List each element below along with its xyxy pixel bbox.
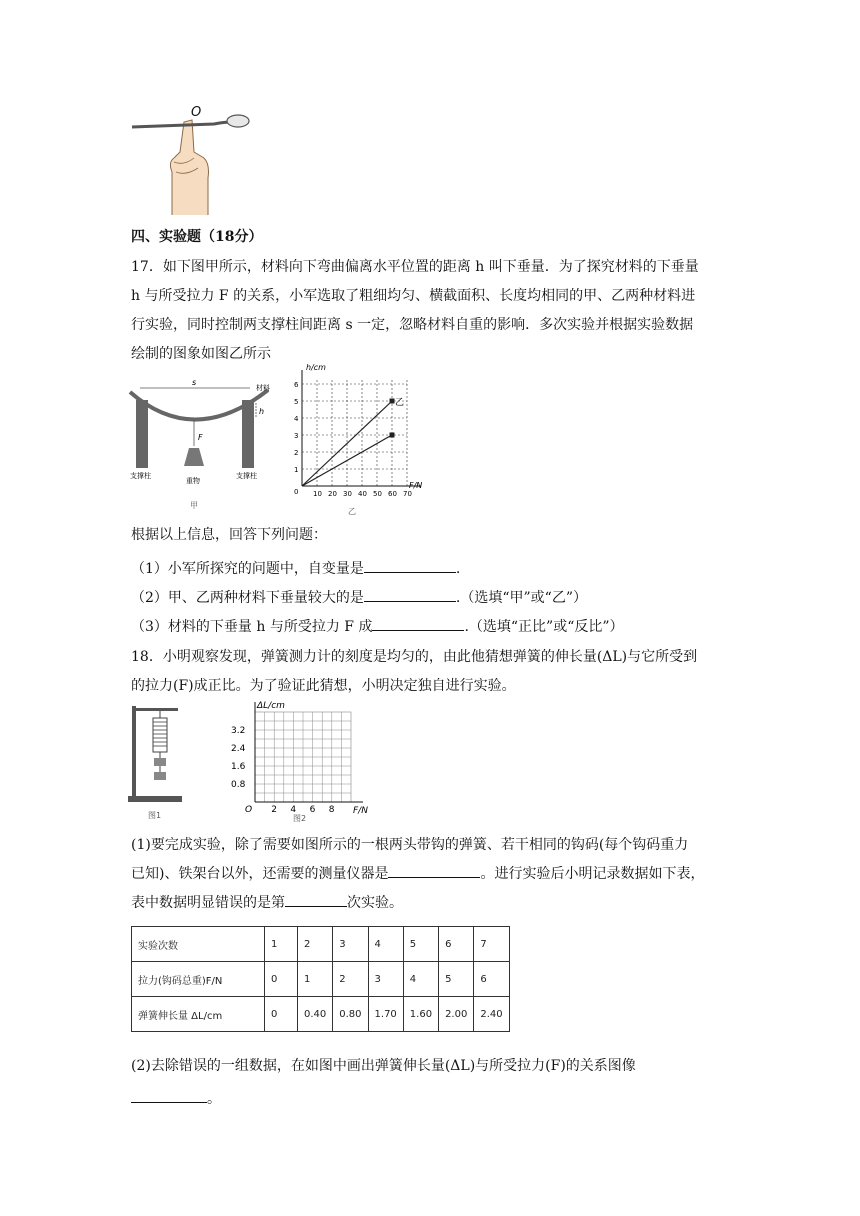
table-cell: 2	[298, 927, 333, 962]
x-axis-label: F/N	[353, 806, 368, 816]
table-cell: 5	[403, 927, 438, 962]
table-cell: 0	[265, 962, 298, 997]
weight-label: 重物	[186, 477, 200, 485]
q17-sub2-blank[interactable]	[364, 587, 456, 602]
x-tick-label: 2	[271, 805, 277, 815]
weight	[184, 448, 204, 466]
q18-p2-line-1: (2)去除错误的一组数据，在如图中画出弹簧伸长量(ΔL)与所受拉力(F)的关系图像	[131, 1058, 636, 1074]
table-row	[132, 997, 510, 1032]
x-tick-label: 40	[358, 490, 367, 498]
q18-line-1: 18．小明观察发现，弹簧测力计的刻度是均匀的，由此他猜想弹簧的伸长量(ΔL)与它所受到	[131, 649, 698, 665]
origin-label: O	[245, 805, 253, 815]
table-row	[132, 927, 510, 962]
table-cell: 2.40	[474, 997, 509, 1032]
table-cell: 7	[474, 927, 509, 962]
table-cell: 2.00	[439, 997, 474, 1032]
right-post-label: 支撑柱	[236, 472, 257, 480]
origin-label: 0	[294, 488, 299, 496]
table-cell: 0.80	[333, 997, 368, 1032]
y-tick-label: 4	[294, 415, 299, 423]
q17-sub1	[131, 558, 460, 578]
material-label: 材料	[256, 384, 270, 392]
force-f-label: F	[198, 433, 203, 442]
right-post	[242, 400, 254, 468]
q17-line-3: 行实验，同时控制两支撑柱间距离 s 一定，忽略材料自重的影响．多次实验并根据实验数据	[131, 317, 694, 333]
table-cell: 3	[368, 962, 403, 997]
y-tick-label: 3.2	[231, 726, 246, 736]
q18-p1-line-3-after: 次实验。	[347, 895, 403, 911]
q18-p1-line-2-text: 已知)、铁架台以外，还需要的测量仪器是	[131, 866, 389, 882]
q18-instrument-blank[interactable]	[388, 863, 480, 878]
figure-jia	[128, 368, 278, 518]
data-table	[131, 926, 510, 1032]
table-cell: 1	[298, 962, 333, 997]
x-tick-label: 60	[388, 490, 397, 498]
table-cell: 6	[439, 927, 474, 962]
q18-p1-line-3	[131, 892, 403, 912]
q18-line-2: 的拉力(F)成正比。为了验证此猜想，小明决定独自进行实验。	[131, 678, 516, 694]
figure-2-chart	[225, 700, 375, 824]
stand-base	[128, 796, 182, 802]
table-cell: 1.60	[403, 997, 438, 1032]
x-tick-label: 20	[328, 490, 337, 498]
series-point-1	[390, 433, 395, 438]
q18-p1-line-3-text: 表中数据明显错误的是第	[131, 895, 285, 911]
table-cell: 2	[333, 962, 368, 997]
q18-p2-line-2-after: 。	[207, 1091, 221, 1107]
y-axis-label: h/cm	[306, 363, 326, 372]
q17-sub2	[131, 587, 587, 607]
q17-sub1-after: .	[455, 561, 461, 577]
table-cell: 0	[265, 997, 298, 1032]
table-row-header: 弹簧伸长量 ΔL/cm	[132, 997, 265, 1032]
series-point-0	[390, 399, 395, 404]
x-tick-label: 6	[309, 805, 316, 815]
series-label: 乙	[395, 398, 405, 408]
left-post	[136, 400, 148, 468]
y-axis-label: ΔL/cm	[257, 701, 285, 711]
hook-weight-1	[154, 758, 166, 766]
spoon-figure	[128, 100, 258, 215]
table-cell: 4	[403, 962, 438, 997]
q18-p1-line-1: (1)要完成实验，除了需要如图所示的一根两头带钩的弹簧、若干相同的钩码(每个钩码重力	[131, 837, 689, 853]
q17-sub1-text: （1）小军所探究的问题中，自变量是	[131, 561, 364, 577]
q18-p2-line-2	[131, 1088, 221, 1108]
figure-jia-caption: 甲	[190, 501, 198, 510]
q17-sub2-after: .（选填“甲”或“乙”）	[455, 590, 587, 606]
figure-yi-caption: 乙	[348, 507, 356, 516]
spring	[153, 718, 167, 752]
figure-yi-chart	[290, 362, 440, 520]
q17-line-1: 17．如下图甲所示，材料向下弯曲偏离水平位置的距离 h 叫下垂量．为了探究材料的下垂量	[131, 259, 699, 275]
x-tick-label: 4	[290, 805, 297, 815]
span-s-label: s	[192, 378, 197, 387]
x-tick-label: 50	[373, 490, 382, 498]
q17-sub3-blank[interactable]	[372, 616, 464, 631]
y-tick-label: 1.6	[231, 762, 246, 772]
q17-line-4: 绘制的图象如图乙所示	[131, 346, 271, 362]
q17-sub2-text: （2）甲、乙两种材料下垂量较大的是	[131, 590, 364, 606]
q17-intro: 根据以上信息，回答下列问题：	[131, 527, 327, 543]
x-tick-label: 10	[313, 490, 322, 498]
h-label: h	[259, 407, 265, 416]
x-tick-label: 8	[328, 805, 335, 815]
q17-line-2: h 与所受拉力 F 的关系，小军选取了粗细均匀、横截面积、长度均相同的甲、乙两种材料进	[131, 288, 696, 304]
table-row-header: 实验次数	[132, 927, 265, 962]
figure-1-caption: 图1	[148, 811, 162, 820]
table-cell: 5	[439, 962, 474, 997]
q17-sub3-text: （3）材料的下垂量 h 与所受拉力 F 成	[131, 619, 373, 635]
spoon-pivot-label: O	[191, 105, 202, 120]
y-tick-label: 2.4	[231, 744, 246, 754]
x-tick-label: 70	[403, 490, 412, 498]
y-tick-label: 5	[294, 398, 299, 406]
q18-p1-line-2-after: 。进行实验后小明记录数据如下表，	[480, 866, 705, 882]
table-cell: 1	[265, 927, 298, 962]
series-line-1	[302, 435, 392, 486]
y-tick-label: 1	[294, 466, 299, 474]
table-cell: 0.40	[298, 997, 333, 1032]
x-axis-label: F/N	[409, 481, 423, 490]
x-tick-label: 30	[343, 490, 352, 498]
hook-weight-2	[154, 772, 166, 780]
table-cell: 1.70	[368, 997, 403, 1032]
q17-sub3	[131, 616, 624, 636]
q18-wrong-trial-blank[interactable]	[285, 892, 347, 907]
section-title: 四、实验题（18分）	[131, 229, 263, 245]
q17-sub3-after: .（选填“正比”或“反比”）	[464, 619, 624, 635]
figure-1-stand	[126, 706, 186, 822]
y-tick-label: 0.8	[231, 780, 246, 790]
table-cell: 6	[474, 962, 509, 997]
table-row-header: 拉力(钩码总重)F/N	[132, 962, 265, 997]
q18-p1-line-2	[131, 863, 704, 883]
y-tick-label: 3	[294, 432, 299, 440]
q17-sub1-blank[interactable]	[364, 558, 456, 573]
y-tick-label: 2	[294, 449, 299, 457]
left-post-label: 支撑柱	[130, 472, 151, 480]
table-cell: 4	[368, 927, 403, 962]
table-row	[132, 962, 510, 997]
y-tick-label: 6	[294, 381, 299, 389]
q18-graph-blank[interactable]	[131, 1088, 207, 1103]
table-cell: 3	[333, 927, 368, 962]
figure-2-caption: 图2	[293, 814, 307, 823]
